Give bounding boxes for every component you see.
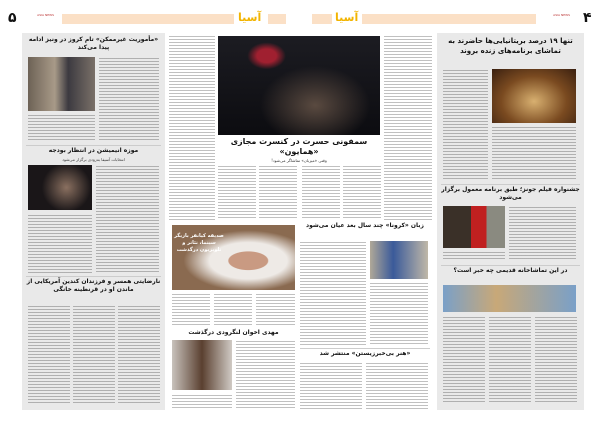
obituary-overlay-text: صدیقه کیانفر بازیگر سینما، تئاتر و تلویزیون درگذشت xyxy=(174,233,224,253)
header-band-left-end xyxy=(268,14,286,24)
portrait-photo xyxy=(172,340,232,390)
masthead-right: ASIA NEWS xyxy=(553,13,570,17)
story-text xyxy=(96,165,159,273)
divider xyxy=(26,276,161,277)
obituary-text xyxy=(172,293,210,327)
story-headline: «مأموریت غیرممکن» تام کروز در ونیز ادامه پیدا می‌کند xyxy=(28,36,159,51)
playhouse-photo xyxy=(443,285,576,312)
story-text xyxy=(535,316,577,404)
story-text xyxy=(172,394,232,410)
story-headline: «هنر بی‌خبرزیستن» منتشر شد xyxy=(319,350,411,357)
story-text xyxy=(118,305,160,405)
divider xyxy=(441,184,580,185)
logo-right: آسیا xyxy=(335,11,359,24)
story-text xyxy=(300,362,362,410)
obituary-text xyxy=(214,293,252,327)
theatre-photo xyxy=(492,69,576,123)
concert-photo xyxy=(218,36,380,135)
story-headline: نارضایتی همسر و فرزندان کندین آمریکایی از ماندن او در قرنطینه خانگی xyxy=(26,278,161,293)
masthead-left: ASIA NEWS xyxy=(37,13,54,17)
story-text xyxy=(509,206,576,261)
person-photo xyxy=(370,241,428,279)
story-headline: جشنواره فیلم جونز؛ طبق برنامه معمول برگزار می‌شود xyxy=(441,186,580,201)
main-headline: سمفونی حسرت در کنسرت مجازی «همایون» xyxy=(230,137,368,156)
festival-photo xyxy=(443,206,505,248)
story-text xyxy=(28,305,70,405)
main-subhead: وقتی «میزبان» تماشاگر می‌شود! xyxy=(271,158,327,163)
story-text xyxy=(300,241,366,345)
header-band-right-end xyxy=(312,14,332,24)
main-text xyxy=(218,165,256,220)
obituary-text xyxy=(256,293,295,327)
page-number-left: ۵ xyxy=(8,10,17,26)
column-text xyxy=(169,35,215,220)
story-text xyxy=(366,362,428,410)
story-headline: تنها ۱۹ درصد بریتانیایی‌ها حاضرند به تماشای برنامه‌های زنده بروند xyxy=(448,37,573,55)
divider xyxy=(441,265,580,266)
divider xyxy=(300,348,430,349)
column-text xyxy=(384,35,432,220)
story-headline: مهدی اخوان لنگرودی درگذشت xyxy=(188,329,279,336)
story-text xyxy=(489,316,531,404)
divider xyxy=(26,145,161,146)
obituary-photo xyxy=(172,225,295,290)
story-headline: موزه انیمیشن در انتظار بودجه xyxy=(48,147,139,154)
header-band-right xyxy=(362,14,536,24)
story-text xyxy=(28,214,92,273)
story-photo xyxy=(28,57,95,111)
right-sidebar xyxy=(437,33,584,410)
story-subhead: انتخابات آسیفا به‌زودی برگزار می‌شود xyxy=(62,157,125,162)
story-text xyxy=(99,57,159,142)
story-text xyxy=(492,126,576,181)
page-number-right: ۴ xyxy=(583,10,592,26)
story-text xyxy=(443,316,485,404)
story-headline: در این تماشاخانه قدیمی چه خبر است؟ xyxy=(453,267,568,274)
left-sidebar xyxy=(22,33,165,410)
main-text xyxy=(343,165,381,220)
story-text xyxy=(443,69,488,181)
main-text xyxy=(302,165,340,220)
story-photo xyxy=(28,165,92,210)
story-text xyxy=(370,282,428,345)
header-band-left xyxy=(62,14,234,24)
story-text xyxy=(28,114,95,142)
main-text xyxy=(259,165,297,220)
story-headline: زبان «کرونا» چند سال بعد عیان می‌شود xyxy=(306,222,424,229)
story-text xyxy=(236,340,295,410)
story-text xyxy=(443,251,505,261)
logo-left: آسیا xyxy=(238,11,262,24)
story-text xyxy=(73,305,115,405)
